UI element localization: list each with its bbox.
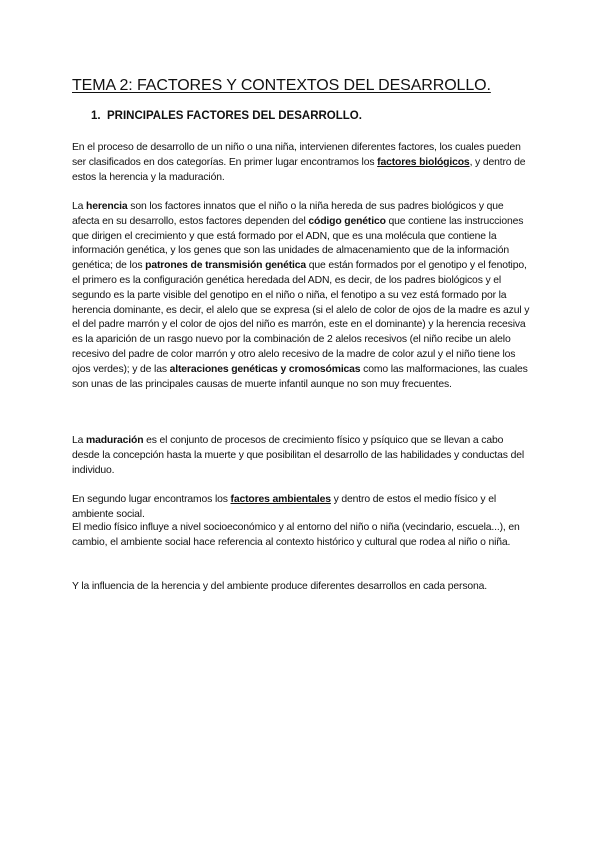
paragraph-conclusion: Y la influencia de la herencia y del ambiente produce diferentes desarrollos en cada persona.: [72, 581, 488, 592]
page-title: TEMA 2: FACTORES Y CONTEXTOS DEL DESARROLLO.: [72, 77, 491, 94]
paragraph-text: En segundo lugar encontramos los: [72, 494, 231, 505]
keyword-patrones-transmision: patrones de transmisión genética: [145, 260, 307, 272]
keyword-factores-biologicos: factores biológicos: [377, 156, 470, 168]
section-number: 1.: [91, 110, 101, 122]
keyword-maduracion: maduración: [86, 435, 144, 446]
paragraph-maduracion: [72, 434, 532, 478]
paragraph-text: son los factores innatos que el niño o la niña hereda de sus padres biológicos y que afecta en su desarrollo, estos factores dependen del: [72, 201, 504, 227]
keyword-herencia: herencia: [86, 201, 128, 212]
paragraph-text: , y dentro de estos la herencia y la maduración.: [72, 156, 526, 183]
paragraph-intro: [72, 141, 532, 185]
paragraph-text: como las malformaciones, las cuales son unas de las principales causas de muerte infantil aunque no son muy frecuentes.: [72, 363, 528, 390]
paragraph-text: que están formados por el genotipo y el fenotipo, el primero es la configuración genética heredada del ADN, es decir, de los padres biológicos y el segundo es la parte visible del genotipo en el niño o niña, el fenotipo a su vez está formado por la herencia dominante, es decir, el alelo que se expresa (si el alelo de color de ojos de la madre es azul y el del padre marrón y el color de ojos del niño es marrón, este en el dominante) y la herencia recesiva es la aparición de un rasgo nuevo por la combinación de 2 alelos recesivos (el niño recibe un alelo recesivo del padre de color marrón y otro alelo recesivo de la madre de color azul y el niño tiene los ojos verdes); y de las: [72, 260, 530, 375]
paragraph-ambientales: [72, 493, 532, 523]
section-heading-text: PRINCIPALES FACTORES DEL DESARROLLO.: [107, 110, 362, 122]
paragraph-herencia: [72, 200, 532, 392]
paragraph-medio-fisico: El medio físico influye a nivel socioeconómico y al entorno del niño o niña (vecindario, escuela...), en cambio, el ambiente social hace referencia al contexto histórico y cultural que rodea al niño o niña.: [72, 522, 520, 548]
paragraph-text: En el proceso de desarrollo de un niño o una niña, intervienen diferentes factores, los cuales pueden ser clasificados en dos categorías. En primer lugar encontramos los: [72, 142, 521, 168]
keyword-codigo-genetico: código genético: [308, 215, 386, 227]
keyword-factores-ambientales: factores ambientales: [230, 494, 331, 505]
paragraph-text: que contiene las instrucciones que dirigen el crecimiento y que está formado por el ADN, que es una molécula que contiene la información genética, y los genes que son las unidades de almacenamiento que de la información genética; de los: [72, 215, 524, 272]
section-heading: [91, 108, 362, 124]
paragraph-text: y dentro de estos el medio físico y el ambiente social.: [72, 494, 496, 520]
keyword-alteraciones: alteraciones genéticas y cromosómicas: [169, 363, 361, 375]
paragraph-text: La: [72, 201, 86, 212]
paragraph-text: La: [72, 435, 86, 446]
paragraph-text: es el conjunto de procesos de crecimiento físico y psíquico que se llevan a cabo desde la concepción hasta la muerte y que posibilitan el desarrollo de las habilidades y conductas del individuo.: [72, 435, 524, 476]
